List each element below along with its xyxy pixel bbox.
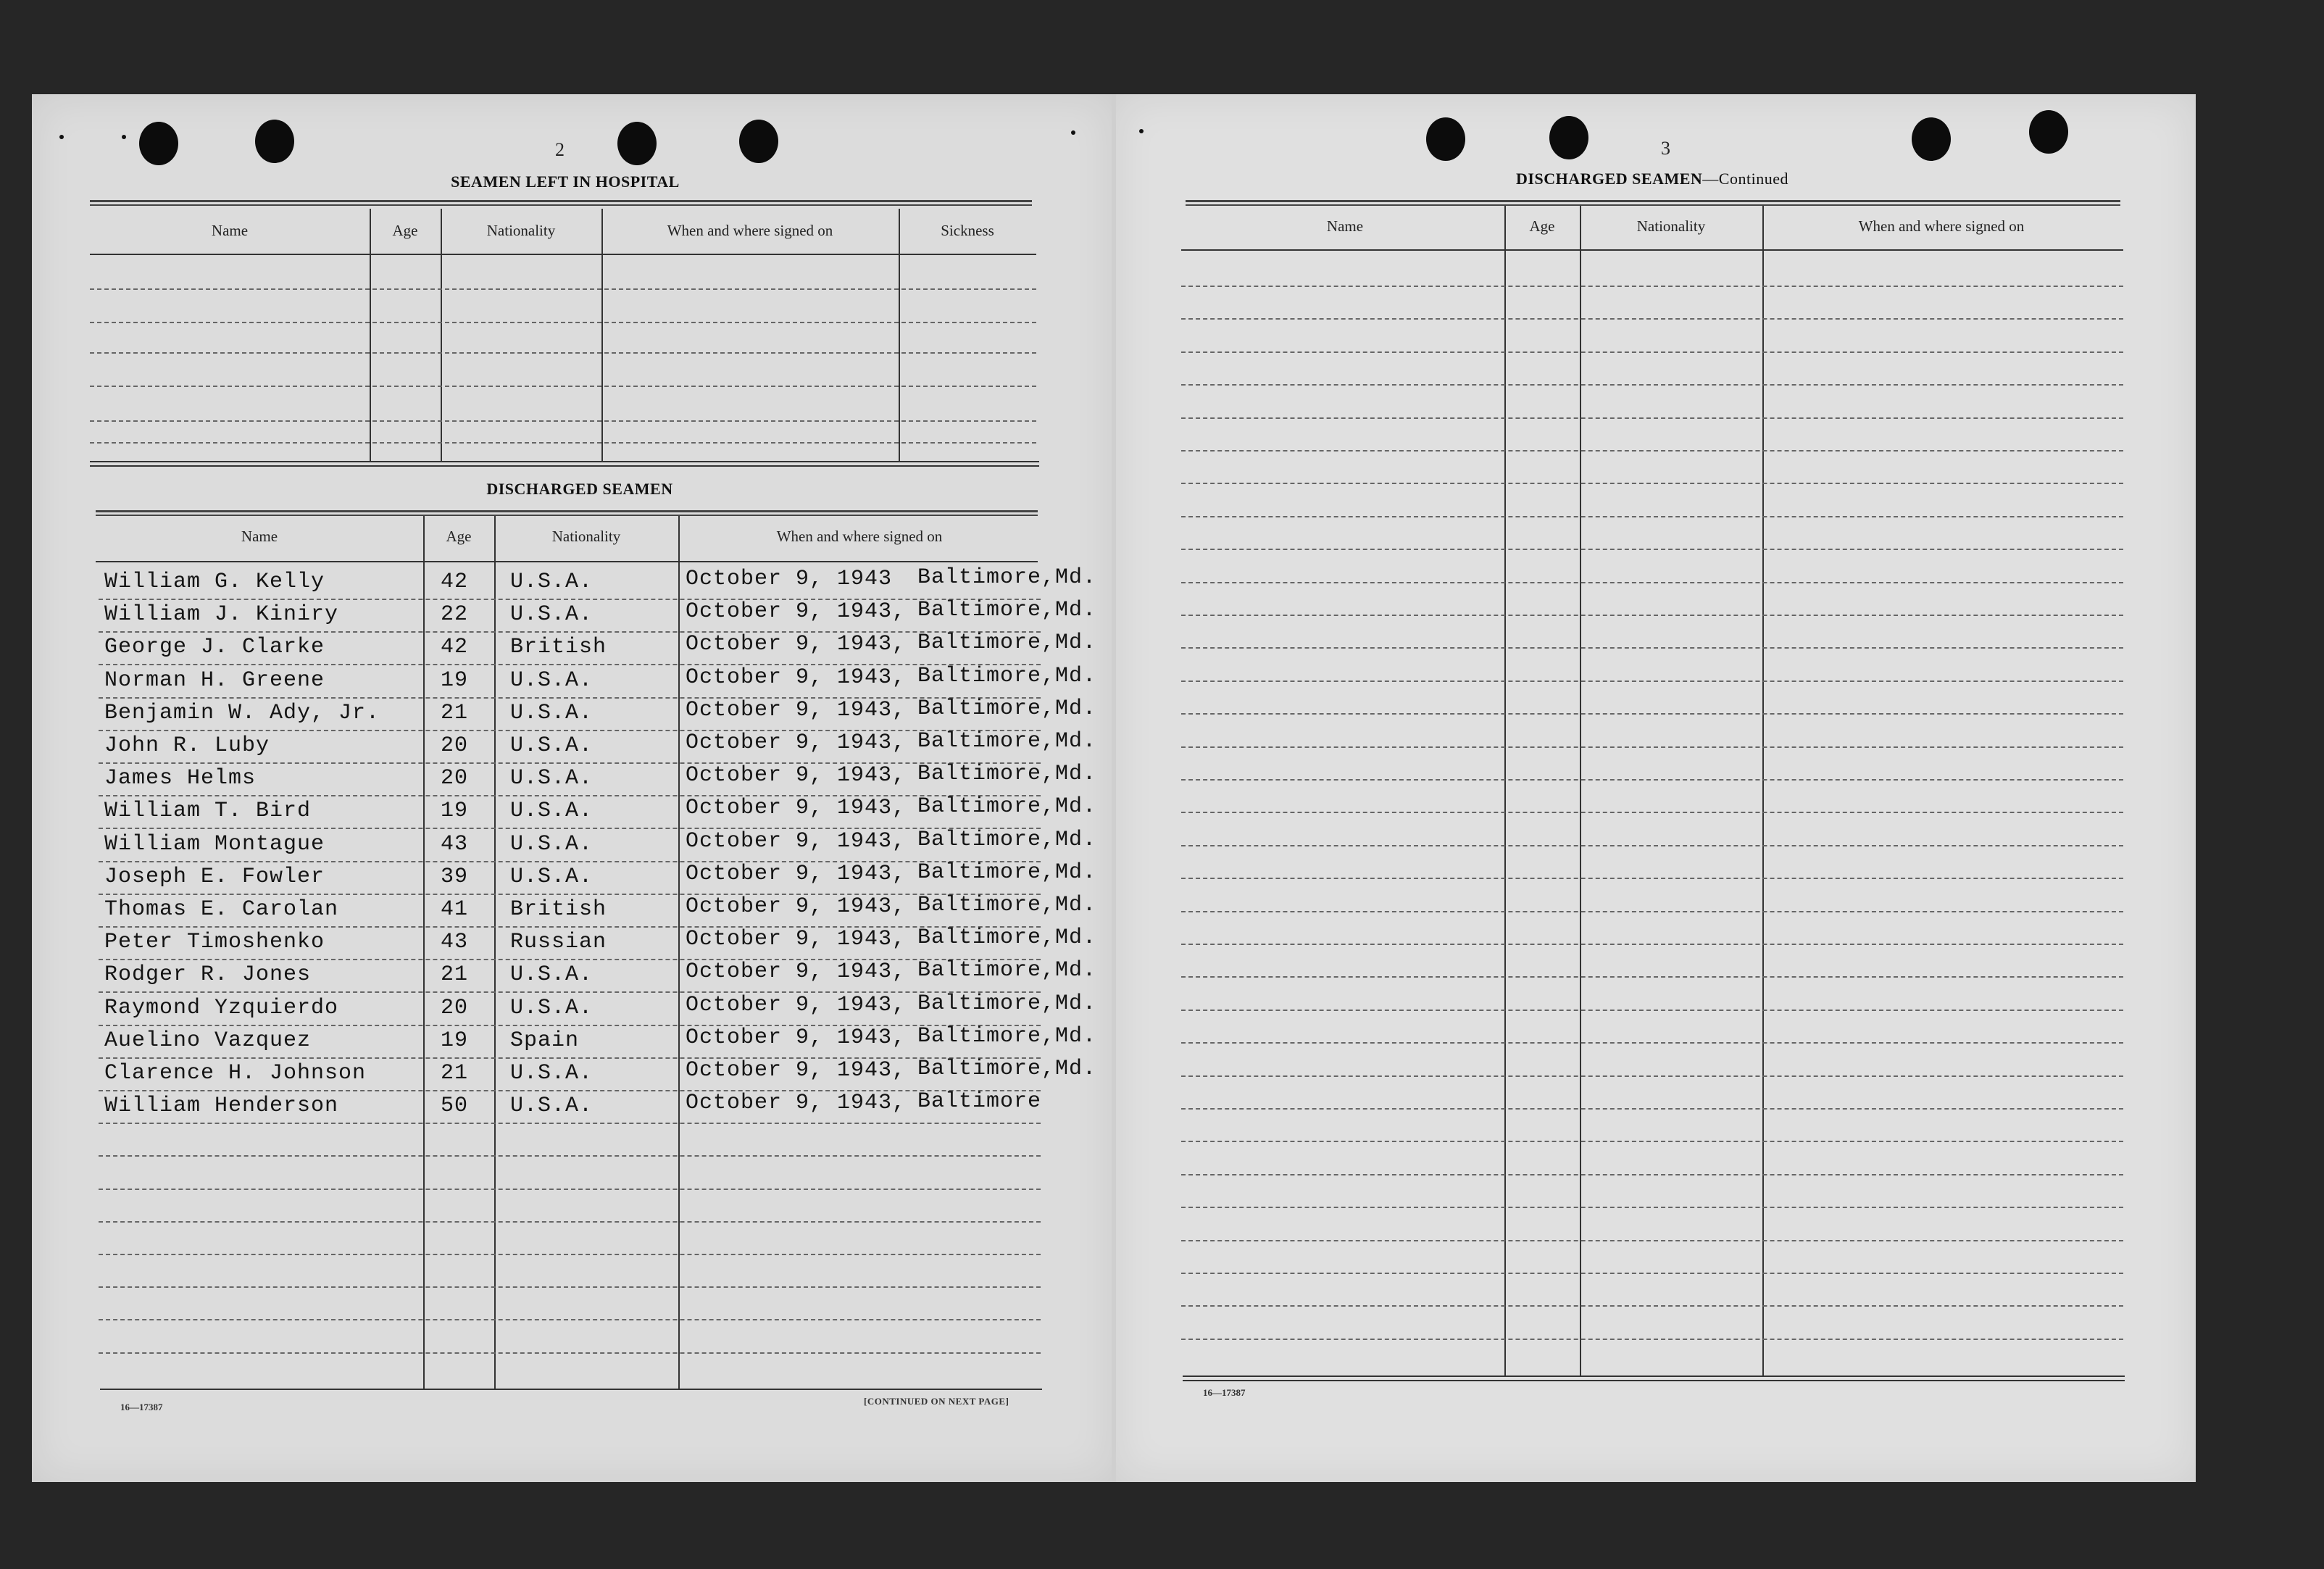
right-column-header: Age <box>1529 217 1555 235</box>
right-row-line <box>1181 1141 2123 1142</box>
hospital-header-rule <box>90 254 1036 255</box>
right-row-line <box>1181 582 2123 583</box>
right-header-rule <box>1181 249 2123 251</box>
seaman-name: William J. Kiniry <box>104 602 339 627</box>
right-row-line <box>1181 1240 2123 1241</box>
punch-hole <box>1426 117 1465 161</box>
signed-on-place: Baltimore,Md. <box>917 893 1097 917</box>
signed-on-date: October 9, 1943, <box>686 796 907 820</box>
discharged-column-header: Nationality <box>551 528 621 545</box>
seaman-age: 21 <box>441 962 469 987</box>
seaman-age: 20 <box>441 733 469 758</box>
hospital-column-header: Nationality <box>486 222 556 239</box>
seaman-name: William Montague <box>104 832 325 857</box>
right-row-line <box>1181 681 2123 682</box>
signed-on-date: October 9, 1943 <box>686 567 893 591</box>
discharged-row-line <box>99 1352 1041 1354</box>
seaman-name: George J. Clarke <box>104 635 325 659</box>
form-number-left: 16—17387 <box>120 1402 163 1412</box>
right-row-line <box>1181 318 2123 320</box>
seaman-name: William T. Bird <box>104 799 312 823</box>
signed-on-date: October 9, 1943, <box>686 927 907 952</box>
seaman-nationality: U.S.A. <box>510 996 594 1020</box>
seaman-nationality: U.S.A. <box>510 668 594 693</box>
discharged-column-divider <box>678 516 680 1389</box>
seaman-nationality: Spain <box>510 1028 580 1053</box>
right-row-line <box>1181 845 2123 846</box>
discharged-row-line <box>99 1286 1041 1288</box>
seaman-name: William G. Kelly <box>104 570 325 594</box>
seaman-nationality: U.S.A. <box>510 865 594 889</box>
seaman-name: Rodger R. Jones <box>104 962 312 987</box>
hospital-column-divider <box>441 209 442 461</box>
discharged-table-bottom-rule <box>100 1389 1042 1390</box>
right-row-line <box>1181 450 2123 451</box>
hospital-row-line <box>90 288 1036 290</box>
hospital-table-top-rule <box>90 200 1032 206</box>
right-row-line <box>1181 911 2123 912</box>
signed-on-date: October 9, 1943, <box>686 763 907 788</box>
signed-on-date: October 9, 1943, <box>686 894 907 919</box>
seaman-name: Joseph E. Fowler <box>104 865 325 889</box>
signed-on-place: Baltimore,Md. <box>917 729 1097 754</box>
hospital-row-line <box>90 352 1036 354</box>
signed-on-place: Baltimore <box>917 1089 1042 1114</box>
discharged-column-header: Name <box>241 528 278 545</box>
signed-on-place: Baltimore,Md. <box>917 696 1097 721</box>
punch-hole <box>1912 117 1951 161</box>
punch-hole <box>1549 116 1588 159</box>
right-row-line <box>1181 878 2123 879</box>
right-row-line <box>1181 779 2123 781</box>
hospital-section-title: SEAMEN LEFT IN HOSPITAL <box>451 172 680 191</box>
signed-on-place: Baltimore,Md. <box>917 1057 1097 1081</box>
seaman-name: Thomas E. Carolan <box>104 897 339 922</box>
seaman-nationality: U.S.A. <box>510 1061 594 1086</box>
seaman-name: William Henderson <box>104 1094 339 1118</box>
discharged-column-divider <box>423 516 425 1389</box>
seaman-name: John R. Luby <box>104 733 270 758</box>
signed-on-place: Baltimore,Md. <box>917 664 1097 688</box>
discharged-continued-title <box>1464 170 1841 188</box>
seaman-nationality: U.S.A. <box>510 1094 594 1118</box>
seaman-nationality: U.S.A. <box>510 799 594 823</box>
hospital-table-bottom-rule <box>90 465 1039 467</box>
right-table-bottom-rule <box>1183 1376 2125 1377</box>
right-row-line <box>1181 516 2123 517</box>
seaman-name: James Helms <box>104 766 257 791</box>
seaman-nationality: British <box>510 897 607 922</box>
continued-note: [CONTINUED ON NEXT PAGE] <box>864 1396 1009 1407</box>
discharged-section-title: DISCHARGED SEAMEN <box>486 480 673 498</box>
signed-on-date: October 9, 1943, <box>686 993 907 1017</box>
discharged-table-top-rule <box>96 510 1038 516</box>
seaman-age: 20 <box>441 996 469 1020</box>
punch-hole <box>255 120 294 163</box>
hospital-column-header: Age <box>392 222 418 239</box>
right-row-line <box>1181 1305 2123 1307</box>
signed-on-date: October 9, 1943, <box>686 731 907 755</box>
seaman-age: 42 <box>441 635 469 659</box>
signed-on-place: Baltimore,Md. <box>917 630 1097 655</box>
right-row-line <box>1181 549 2123 550</box>
right-row-line <box>1181 417 2123 419</box>
seaman-age: 43 <box>441 832 469 857</box>
right-row-line <box>1181 713 2123 715</box>
signed-on-place: Baltimore,Md. <box>917 565 1097 590</box>
hospital-column-divider <box>899 209 900 461</box>
signed-on-place: Baltimore,Md. <box>917 598 1097 623</box>
punch-hole <box>2029 110 2068 154</box>
hospital-column-header: Name <box>211 222 249 239</box>
right-row-line <box>1181 812 2123 813</box>
seaman-nationality: Russian <box>510 930 607 954</box>
title-suffix: —Continued <box>1702 170 1788 188</box>
speck <box>122 135 126 139</box>
seaman-name: Benjamin W. Ady, Jr. <box>104 701 380 725</box>
seaman-name: Raymond Yzquierdo <box>104 996 339 1020</box>
seaman-nationality: U.S.A. <box>510 733 594 758</box>
seaman-nationality: U.S.A. <box>510 766 594 791</box>
hospital-row-line <box>90 386 1036 387</box>
right-row-line <box>1181 1010 2123 1011</box>
seaman-age: 19 <box>441 668 469 693</box>
punch-hole <box>139 122 178 165</box>
signed-on-date: October 9, 1943, <box>686 1058 907 1083</box>
title-main: DISCHARGED SEAMEN <box>1516 170 1703 188</box>
discharged-column-header: Age <box>446 528 472 545</box>
signed-on-place: Baltimore,Md. <box>917 794 1097 819</box>
right-row-line <box>1181 1174 2123 1175</box>
seaman-age: 39 <box>441 865 469 889</box>
right-row-line <box>1181 1339 2123 1340</box>
signed-on-place: Baltimore,Md. <box>917 762 1097 786</box>
right-column-header: When and where signed on <box>1858 217 2025 235</box>
seaman-nationality: U.S.A. <box>510 570 594 594</box>
right-row-line <box>1181 351 2123 353</box>
signed-on-date: October 9, 1943, <box>686 665 907 690</box>
right-row-line <box>1181 1042 2123 1044</box>
right-row-line <box>1181 384 2123 386</box>
discharged-row-line <box>99 1123 1041 1124</box>
right-row-line <box>1181 746 2123 748</box>
hospital-table-bottom-rule <box>90 461 1039 462</box>
right-row-line <box>1181 1075 2123 1077</box>
seaman-nationality: U.S.A. <box>510 832 594 857</box>
right-row-line <box>1181 1207 2123 1208</box>
seaman-age: 22 <box>441 602 469 627</box>
right-row-line <box>1181 944 2123 945</box>
right-column-divider <box>1762 206 1764 1376</box>
seaman-age: 19 <box>441 1028 469 1053</box>
discharged-row-line <box>99 1189 1041 1190</box>
discharged-row-line <box>99 1254 1041 1255</box>
seaman-age: 21 <box>441 701 469 725</box>
right-row-line <box>1181 615 2123 616</box>
signed-on-place: Baltimore,Md. <box>917 925 1097 950</box>
right-column-divider <box>1580 206 1581 1376</box>
seaman-nationality: British <box>510 635 607 659</box>
signed-on-place: Baltimore,Md. <box>917 991 1097 1016</box>
discharged-column-header: When and where signed on <box>776 528 943 545</box>
form-number-right: 16—17387 <box>1203 1387 1246 1398</box>
seaman-name: Peter Timoshenko <box>104 930 325 954</box>
hospital-column-header: When and where signed on <box>667 222 833 239</box>
discharged-row-line <box>99 1319 1041 1320</box>
speck <box>59 135 64 139</box>
discharged-column-divider <box>494 516 496 1389</box>
right-table-bottom-rule <box>1183 1380 2125 1381</box>
seaman-nationality: U.S.A. <box>510 962 594 987</box>
page-fold <box>1112 94 1116 1482</box>
signed-on-date: October 9, 1943, <box>686 599 907 624</box>
hospital-column-divider <box>370 209 371 461</box>
right-column-header: Nationality <box>1636 217 1706 235</box>
seaman-name: Norman H. Greene <box>104 668 325 693</box>
seaman-nationality: U.S.A. <box>510 602 594 627</box>
hospital-row-line <box>90 322 1036 323</box>
speck <box>1071 130 1075 135</box>
right-row-line <box>1181 483 2123 484</box>
signed-on-place: Baltimore,Md. <box>917 1024 1097 1049</box>
discharged-row-line <box>99 1221 1041 1223</box>
seaman-age: 20 <box>441 766 469 791</box>
speck <box>1139 129 1144 133</box>
seaman-age: 19 <box>441 799 469 823</box>
hospital-column-divider <box>601 209 603 461</box>
signed-on-place: Baltimore,Md. <box>917 860 1097 885</box>
hospital-column-header: Sickness <box>941 222 994 239</box>
right-row-line <box>1181 286 2123 287</box>
right-row-line <box>1181 647 2123 649</box>
seaman-age: 50 <box>441 1094 469 1118</box>
seaman-age: 42 <box>441 570 469 594</box>
right-column-header: Name <box>1326 217 1364 235</box>
seaman-age: 21 <box>441 1061 469 1086</box>
punch-hole <box>617 122 657 165</box>
page-number-right: 3 <box>1661 138 1670 159</box>
right-row-line <box>1181 976 2123 978</box>
seaman-name: Auelino Vazquez <box>104 1028 312 1053</box>
signed-on-date: October 9, 1943, <box>686 632 907 657</box>
signed-on-date: October 9, 1943, <box>686 960 907 984</box>
seaman-age: 41 <box>441 897 469 922</box>
signed-on-date: October 9, 1943, <box>686 1091 907 1115</box>
hospital-row-line <box>90 420 1036 422</box>
seaman-nationality: U.S.A. <box>510 701 594 725</box>
hospital-row-line <box>90 442 1036 444</box>
signed-on-date: October 9, 1943, <box>686 862 907 886</box>
signed-on-date: October 9, 1943, <box>686 829 907 854</box>
discharged-row-line <box>99 1155 1041 1157</box>
page-number-left: 2 <box>555 139 565 160</box>
right-column-divider <box>1504 206 1506 1376</box>
right-table-top-rule <box>1186 200 2120 206</box>
right-row-line <box>1181 1108 2123 1110</box>
seaman-age: 43 <box>441 930 469 954</box>
seaman-name: Clarence H. Johnson <box>104 1061 367 1086</box>
punch-hole <box>739 120 778 163</box>
signed-on-place: Baltimore,Md. <box>917 828 1097 852</box>
signed-on-place: Baltimore,Md. <box>917 958 1097 983</box>
right-row-line <box>1181 1273 2123 1274</box>
signed-on-date: October 9, 1943, <box>686 1025 907 1050</box>
signed-on-date: October 9, 1943, <box>686 698 907 723</box>
discharged-header-rule <box>96 561 1038 562</box>
